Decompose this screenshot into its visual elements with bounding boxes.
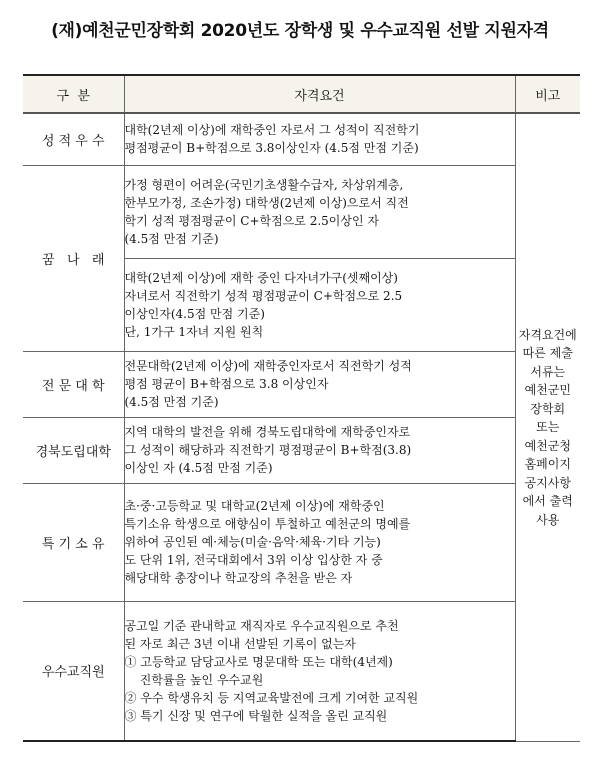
requirement-line: 대학(2년제 이상)에 재학 중인 다자녀가구(셋째이상) xyxy=(124,270,398,285)
category-junior-college: 전 문 대 학 xyxy=(23,351,124,417)
remarks-line: 장학회 xyxy=(530,401,566,416)
remarks-line: 서류는 xyxy=(530,364,566,379)
requirement-line: (4.5점 만점 기준) xyxy=(124,395,219,409)
remarks-line: 예천군민 xyxy=(524,383,571,397)
header-requirements: 자격요건 xyxy=(124,75,515,113)
requirement-line: 지역 대학의 발전을 위해 경북도립대학에 재학중인자로 xyxy=(124,425,411,439)
requirement-line: 된 자로 최근 3년 이내 선발된 기록이 없는자 xyxy=(124,636,356,651)
requirement-line: 전문대학(2년제 이상)에 재학중인자로서 직전학기 성적 xyxy=(124,359,412,373)
requirement-line: 도 단위 1위, 전국대회에서 3위 이상 입상한 자 중 xyxy=(124,553,383,567)
table-row-junior-college xyxy=(23,351,580,417)
requirement-grade-excellence xyxy=(124,113,515,165)
category-excellent-staff: 우수교직원 xyxy=(23,601,124,741)
table-row-gyeongbuk-college xyxy=(23,417,580,483)
requirement-dream-wing-multi-child xyxy=(124,258,515,351)
requirements-table xyxy=(23,74,580,742)
category-dream-wing: 꿈 나 래 xyxy=(23,165,124,351)
requirement-line: 그 성적이 해당하과 직전학기 평점평균이 B+학점(3.8) xyxy=(124,443,412,457)
requirement-line: 평점 평균이 B+학점으로 3.8 이상인자 xyxy=(124,377,329,391)
remarks-line: 자격요건에 xyxy=(518,327,577,342)
requirement-line: 이상인자(4.5점 만점 기준) xyxy=(124,306,265,321)
category-special-talent: 특 기 소 유 xyxy=(23,483,124,601)
requirement-line: (4.5점 만점 기준) xyxy=(124,231,219,246)
remarks-line: 사용 xyxy=(536,512,560,527)
requirement-line: 위하여 공인된 예·체능(미술·음악·체육·기타 기능) xyxy=(124,535,381,549)
category-grade-excellence: 성 적 우 수 xyxy=(23,113,124,165)
remarks-line: 따른 제출 xyxy=(522,346,573,360)
requirement-line: 가정 형편이 어려운(국민기초생활수급자, 차상위계층, xyxy=(124,177,404,192)
requirement-gyeongbuk-college xyxy=(124,417,515,483)
requirement-line: ② 우수 학생유치 등 지역교육발전에 크게 기여한 교직원 xyxy=(124,690,419,705)
document-title: (재)예천군민장학회 2020년도 장학생 및 우수교직원 선발 지원자격 xyxy=(51,21,549,41)
requirement-junior-college xyxy=(124,351,515,417)
table-row-excellent-staff xyxy=(23,601,580,741)
requirement-line: 초·중·고등학교 및 대학교(2년제 이상)에 재학중인 xyxy=(124,499,385,513)
requirement-line: 이상인 자 (4.5점 만점 기준) xyxy=(124,461,273,475)
remarks-line: 홈페이지 xyxy=(524,457,571,471)
table-row-grade-excellence xyxy=(23,113,580,165)
requirement-line: 학기 성적 평점평균이 C+학점으로 2.5이상인 자 xyxy=(124,213,379,228)
remarks-line: 또는 xyxy=(536,420,560,434)
requirement-line: 공고일 기준 관내학교 재직자로 우수교직원으로 추천 xyxy=(124,618,399,633)
requirement-line: 한부모가정, 조손가정) 대학생(2년제 이상)으로서 직전 xyxy=(124,195,409,210)
requirement-line: 자녀로서 직전학기 성적 평점평균이 C+학점으로 2.5 xyxy=(124,288,403,303)
table-row-dream-wing-a xyxy=(23,165,580,258)
remarks-cell xyxy=(515,113,580,741)
requirement-excellent-staff xyxy=(124,601,515,741)
requirement-line: 평점평균이 B+학점으로 3.8이상인자 (4.5점 만점 기준) xyxy=(124,141,419,156)
remarks-line: 예천군청 xyxy=(524,438,571,453)
remarks-line: 에서 출력 xyxy=(522,494,573,508)
requirement-line: 해당대학 총장이나 학교장의 추천을 받은 자 xyxy=(124,571,353,585)
requirement-line: ① 고등학교 담당교사로 명문대학 또는 대학(4년제) xyxy=(124,654,393,669)
requirement-line: 진학률을 높인 우수교원 xyxy=(124,672,264,687)
requirement-line: ③ 특기 신장 및 연구에 탁월한 실적을 올린 교직원 xyxy=(124,708,388,723)
requirement-line: 대학(2년제 이상)에 재학중인 자로서 그 성적이 직전학기 xyxy=(124,123,420,138)
header-category: 구 분 xyxy=(23,75,124,113)
table-row-special-talent xyxy=(23,483,580,601)
header-remarks: 비고 xyxy=(515,75,580,113)
requirement-line: 특기소유 학생으로 애향심이 투철하고 예천군의 명예를 xyxy=(124,517,411,531)
requirement-special-talent xyxy=(124,483,515,601)
requirement-dream-wing-low-income xyxy=(124,165,515,258)
remarks-line: 공지사항 xyxy=(524,475,571,490)
table-header-row xyxy=(23,75,580,113)
category-gyeongbuk-college: 경북도립대학 xyxy=(23,417,124,483)
requirement-line: 단, 1가구 1자녀 지원 원칙 xyxy=(124,324,264,339)
